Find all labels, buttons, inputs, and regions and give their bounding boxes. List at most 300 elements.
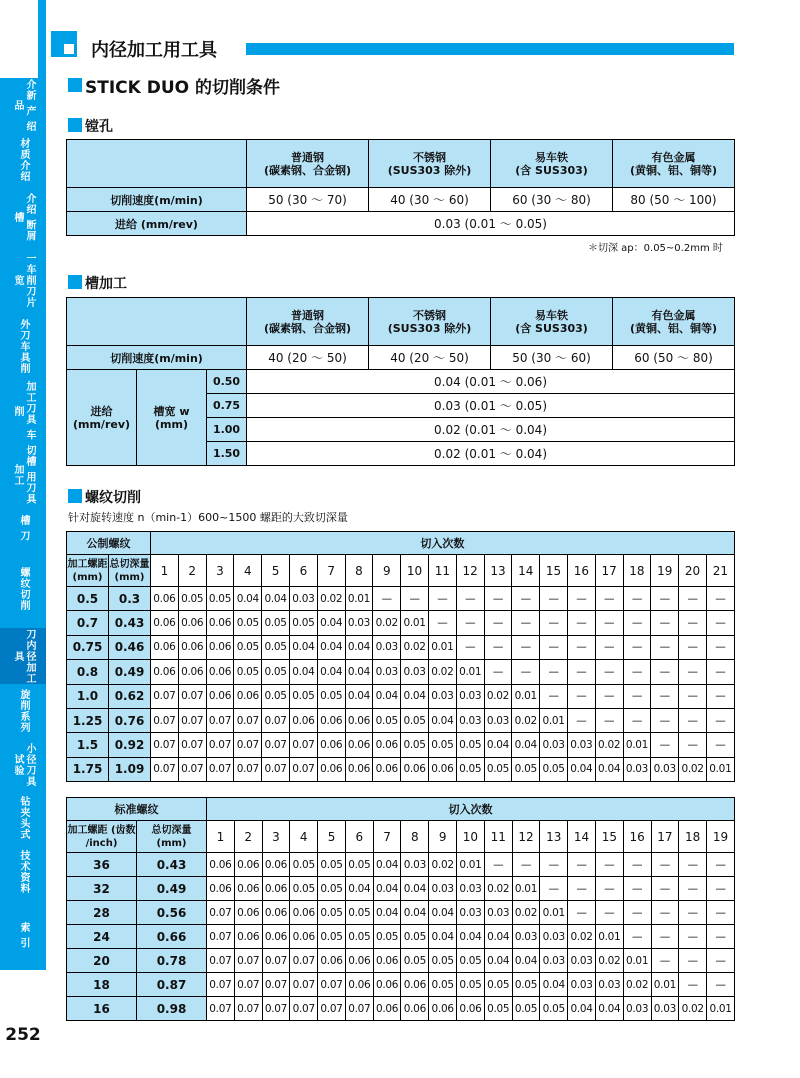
sidebar-tab[interactable] <box>0 314 46 379</box>
boring-section-title: 镗孔 <box>85 119 113 135</box>
pass-number: 16 <box>567 555 595 587</box>
speed-label: 切削速度(m/min) <box>67 346 247 370</box>
cut-depth-cell: 0.04 <box>289 635 317 659</box>
pass-number: 18 <box>623 555 651 587</box>
cut-depth-cell: 0.05 <box>429 949 457 973</box>
depth-value: 0.92 <box>109 733 151 757</box>
cut-depth-cell: 0.05 <box>540 997 568 1021</box>
sidebar-tab[interactable] <box>0 188 46 247</box>
cut-depth-cell: — <box>567 587 595 611</box>
cut-depth-cell: — <box>651 901 679 925</box>
title-square-inner <box>64 44 74 54</box>
cut-depth-cell: 0.05 <box>318 877 346 901</box>
cut-depth-cell: — <box>512 853 540 877</box>
cut-depth-cell: 0.02 <box>484 684 512 708</box>
cut-depth-cell: — <box>373 587 401 611</box>
cut-depth-cell: — <box>568 877 596 901</box>
cut-depth-cell: 0.01 <box>428 635 456 659</box>
cut-depth-cell: 0.05 <box>373 708 401 732</box>
cut-depth-cell: 0.06 <box>290 901 318 925</box>
cut-depth-cell: 0.07 <box>151 733 179 757</box>
cut-depth-cell: — <box>707 925 735 949</box>
pass-number: 9 <box>373 555 401 587</box>
cut-depth-cell: 0.03 <box>401 853 429 877</box>
sidebar-tab[interactable] <box>0 792 46 845</box>
sidebar-tab-label: 一车削刀片 览 <box>12 252 35 308</box>
pass-number: 17 <box>651 821 679 853</box>
cut-depth-cell: — <box>651 733 679 757</box>
cut-depth-cell: 0.01 <box>707 997 735 1021</box>
cut-depth-cell: 0.01 <box>623 949 651 973</box>
cut-depth-cell: — <box>651 660 679 684</box>
cut-depth-cell: 0.01 <box>456 660 484 684</box>
cut-depth-cell: 0.04 <box>429 901 457 925</box>
cut-depth-cell: 0.04 <box>234 587 262 611</box>
cut-depth-cell: 0.05 <box>512 973 540 997</box>
pass-number: 4 <box>234 555 262 587</box>
cut-depth-cell: 0.03 <box>428 684 456 708</box>
cut-depth-cell: 0.07 <box>262 708 290 732</box>
sidebar-top-strip <box>38 0 46 78</box>
cut-depth-cell: — <box>484 853 512 877</box>
cut-depth-cell: 0.06 <box>457 997 485 1021</box>
pass-number: 12 <box>456 555 484 587</box>
cut-depth-cell: 0.05 <box>484 997 512 1021</box>
material-header: 普通钢 (碳素钢、合金钢) <box>247 298 369 346</box>
cut-depth-cell: 0.05 <box>429 973 457 997</box>
thread-group-label: 标准螺纹 <box>67 798 207 821</box>
depth-value: 0.43 <box>137 853 207 877</box>
cut-depth-cell: — <box>679 587 707 611</box>
cut-depth-cell: 0.04 <box>317 660 345 684</box>
cut-depth-cell: — <box>540 660 568 684</box>
passes-header: 切入次数 <box>151 532 735 555</box>
cut-depth-cell: 0.07 <box>207 925 235 949</box>
cut-depth-cell: 0.04 <box>595 997 623 1021</box>
pitch-value: 1.0 <box>67 684 109 708</box>
sidebar-tab[interactable] <box>0 844 46 901</box>
cut-depth-cell: — <box>595 684 623 708</box>
cut-depth-cell: 0.02 <box>317 587 345 611</box>
sidebar-tab[interactable] <box>0 684 46 739</box>
cut-depth-cell: 0.05 <box>456 757 484 781</box>
cut-depth-cell: — <box>706 684 734 708</box>
cut-depth-cell: 0.06 <box>373 949 401 973</box>
cut-depth-cell: 0.06 <box>401 997 429 1021</box>
cut-depth-cell: — <box>595 660 623 684</box>
cut-depth-cell: — <box>567 611 595 635</box>
pass-number: 10 <box>401 555 429 587</box>
metric-thread-table <box>66 531 735 782</box>
cut-depth-cell: — <box>651 611 679 635</box>
pass-number: 4 <box>290 821 318 853</box>
cut-depth-cell: 0.05 <box>401 733 429 757</box>
cut-depth-cell: 0.03 <box>595 973 623 997</box>
pass-number: 8 <box>401 821 429 853</box>
cut-depth-cell: — <box>707 901 735 925</box>
pass-number: 11 <box>428 555 456 587</box>
sidebar-tab-label: 加工刀具 车削 <box>12 381 35 441</box>
threading-section-title: 螺纹切削 <box>85 490 141 506</box>
cut-depth-cell: 0.06 <box>234 925 262 949</box>
pitch-value: 20 <box>67 949 137 973</box>
cut-depth-cell: — <box>567 660 595 684</box>
cut-depth-cell: 0.04 <box>401 877 429 901</box>
material-header: 易车铁 (含 SUS303) <box>491 298 613 346</box>
table-row <box>67 925 735 949</box>
cut-depth-cell: 0.05 <box>540 757 568 781</box>
cut-depth-cell: 0.03 <box>484 901 512 925</box>
cut-depth-cell: — <box>568 901 596 925</box>
pass-number: 8 <box>345 555 373 587</box>
cut-depth-cell: 0.01 <box>706 757 734 781</box>
cut-depth-cell: 0.06 <box>262 901 290 925</box>
cut-depth-cell: 0.05 <box>401 708 429 732</box>
cut-depth-cell: 0.05 <box>262 684 290 708</box>
cut-depth-cell: — <box>623 901 651 925</box>
cut-depth-cell: — <box>707 949 735 973</box>
section-square-icon <box>68 489 82 503</box>
pass-number: 11 <box>484 821 512 853</box>
cut-depth-cell: 0.02 <box>512 708 540 732</box>
material-header: 不锈钢 (SUS303 除外) <box>369 140 491 188</box>
table-row <box>67 901 735 925</box>
table-row <box>67 949 735 973</box>
cut-depth-cell: 0.07 <box>290 949 318 973</box>
page-subtitle: STICK DUO 的切削条件 <box>85 78 281 98</box>
sidebar-tab[interactable] <box>0 900 46 971</box>
table-row <box>67 733 735 757</box>
sidebar-tab-label: 钻夹头式 <box>18 796 29 840</box>
cut-depth-cell: 0.06 <box>234 853 262 877</box>
subtitle-square-icon <box>68 78 82 92</box>
cut-depth-cell: — <box>595 635 623 659</box>
cut-depth-cell: — <box>512 611 540 635</box>
cut-depth-cell: 0.06 <box>178 611 206 635</box>
table-row <box>67 660 735 684</box>
cut-depth-cell: 0.03 <box>567 733 595 757</box>
cut-depth-cell: 0.06 <box>206 635 234 659</box>
pass-number: 19 <box>651 555 679 587</box>
cut-depth-cell: 0.01 <box>345 587 373 611</box>
cut-depth-cell: 0.07 <box>234 733 262 757</box>
cut-depth-cell: 0.02 <box>679 757 707 781</box>
cut-depth-cell: — <box>484 587 512 611</box>
cut-depth-cell: — <box>706 660 734 684</box>
pitch-value: 32 <box>67 877 137 901</box>
pass-number: 9 <box>429 821 457 853</box>
pitch-header: 加工螺距 (mm) <box>67 555 109 587</box>
sidebar-tab[interactable] <box>0 628 46 685</box>
pass-number: 7 <box>373 821 401 853</box>
pitch-value: 0.75 <box>67 635 109 659</box>
pass-number: 15 <box>540 555 568 587</box>
cut-depth-cell: 0.05 <box>178 587 206 611</box>
sidebar-tab[interactable] <box>0 132 46 189</box>
cut-depth-cell: — <box>679 949 707 973</box>
cut-depth-cell: 0.06 <box>401 973 429 997</box>
feed-value: 0.04 (0.01 ～ 0.06) <box>247 370 735 394</box>
depth-value: 0.49 <box>109 660 151 684</box>
depth-value: 0.98 <box>137 997 207 1021</box>
cut-depth-cell: — <box>512 660 540 684</box>
cut-depth-cell: 0.03 <box>623 757 651 781</box>
sidebar-tab[interactable] <box>0 444 46 507</box>
cut-depth-cell: 0.07 <box>289 733 317 757</box>
cut-depth-cell: 0.05 <box>345 901 373 925</box>
speed-value: 60 (50 ～ 80) <box>613 346 735 370</box>
depth-header: 总切深量 (mm) <box>109 555 151 587</box>
depth-value: 0.3 <box>109 587 151 611</box>
cut-depth-cell: 0.07 <box>289 757 317 781</box>
cut-depth-cell: 0.06 <box>262 925 290 949</box>
cut-depth-cell: 0.03 <box>540 949 568 973</box>
cut-depth-cell: — <box>540 611 568 635</box>
pass-number: 6 <box>345 821 373 853</box>
feed-value: 0.03 (0.01 ～ 0.05) <box>247 394 735 418</box>
cut-depth-cell: 0.07 <box>151 684 179 708</box>
cut-depth-cell: 0.07 <box>206 708 234 732</box>
cut-depth-cell: 0.04 <box>429 925 457 949</box>
cut-depth-cell: 0.07 <box>151 757 179 781</box>
sidebar-tab-label: 材质介绍 <box>18 138 29 182</box>
cut-depth-cell: 0.01 <box>401 611 429 635</box>
pass-number: 14 <box>568 821 596 853</box>
cut-depth-cell: 0.02 <box>512 901 540 925</box>
cut-depth-cell: 0.04 <box>317 611 345 635</box>
pass-number: 13 <box>484 555 512 587</box>
cut-depth-cell: — <box>512 635 540 659</box>
pass-number: 5 <box>318 821 346 853</box>
cut-depth-cell: 0.04 <box>289 660 317 684</box>
cut-depth-cell: 0.05 <box>457 973 485 997</box>
cut-depth-cell: — <box>706 708 734 732</box>
cut-depth-cell: 0.07 <box>234 757 262 781</box>
cut-depth-cell: 0.07 <box>234 997 262 1021</box>
cut-depth-cell: 0.05 <box>317 684 345 708</box>
speed-label: 切削速度(m/min) <box>67 188 247 212</box>
cut-depth-cell: 0.03 <box>373 660 401 684</box>
cut-depth-cell: 0.04 <box>568 997 596 1021</box>
thread-group-label: 公制螺纹 <box>67 532 151 555</box>
cut-depth-cell: 0.05 <box>318 853 346 877</box>
cut-depth-cell: 0.03 <box>484 708 512 732</box>
boring-table <box>66 139 735 236</box>
cut-depth-cell: — <box>456 587 484 611</box>
pitch-value: 0.7 <box>67 611 109 635</box>
cut-depth-cell: 0.07 <box>262 733 290 757</box>
cut-depth-cell: 0.03 <box>289 587 317 611</box>
sidebar <box>0 78 46 1078</box>
cut-depth-cell: — <box>651 853 679 877</box>
cut-depth-cell: 0.06 <box>178 635 206 659</box>
cut-depth-cell: 0.07 <box>207 973 235 997</box>
cut-depth-cell: — <box>484 611 512 635</box>
cut-depth-cell: 0.06 <box>345 757 373 781</box>
cut-depth-cell: 0.01 <box>623 733 651 757</box>
cut-depth-cell: — <box>706 733 734 757</box>
cut-depth-cell: 0.04 <box>373 901 401 925</box>
table-row <box>67 611 735 635</box>
cut-depth-cell: 0.05 <box>262 660 290 684</box>
material-header: 易车铁 (含 SUS303) <box>491 140 613 188</box>
cut-depth-cell: 0.05 <box>456 733 484 757</box>
cut-depth-cell: 0.06 <box>318 949 346 973</box>
cut-depth-cell: 0.05 <box>289 684 317 708</box>
cut-depth-cell: 0.04 <box>345 660 373 684</box>
material-header: 有色金属 (黄铜、铝、铜等) <box>613 140 735 188</box>
cut-depth-cell: 0.05 <box>401 949 429 973</box>
cut-depth-cell: — <box>679 611 707 635</box>
cut-depth-cell: 0.07 <box>262 949 290 973</box>
passes-header: 切入次数 <box>207 798 735 821</box>
cut-depth-cell: — <box>623 708 651 732</box>
grooving-table <box>66 297 735 466</box>
cut-depth-cell: — <box>567 708 595 732</box>
cut-depth-cell: — <box>651 877 679 901</box>
sidebar-tab[interactable] <box>0 738 46 793</box>
table-row <box>67 853 735 877</box>
cut-depth-cell: 0.07 <box>207 901 235 925</box>
sidebar-tab[interactable] <box>0 78 46 133</box>
cut-depth-cell: — <box>679 877 707 901</box>
cut-depth-cell: 0.07 <box>234 973 262 997</box>
cut-depth-cell: 0.06 <box>345 949 373 973</box>
cut-depth-cell: 0.07 <box>234 708 262 732</box>
sidebar-tab[interactable] <box>0 378 46 445</box>
cut-depth-cell: 0.06 <box>234 877 262 901</box>
cut-depth-cell: — <box>651 684 679 708</box>
sidebar-tab-label: 索 引 <box>18 921 29 949</box>
cut-depth-cell: 0.02 <box>429 853 457 877</box>
cut-depth-cell: 0.03 <box>429 877 457 901</box>
cut-depth-cell: 0.05 <box>234 611 262 635</box>
cut-depth-cell: 0.04 <box>345 877 373 901</box>
cut-depth-cell: 0.07 <box>151 708 179 732</box>
depth-value: 0.46 <box>109 635 151 659</box>
pass-number: 16 <box>623 821 651 853</box>
speed-value: 40 (20 ～ 50) <box>247 346 369 370</box>
cut-depth-cell: — <box>540 877 568 901</box>
feed-label: 进给 (mm/rev) <box>67 370 137 466</box>
sidebar-tab[interactable] <box>0 246 46 315</box>
cut-depth-cell: 0.06 <box>373 733 401 757</box>
cut-depth-cell: 0.04 <box>540 973 568 997</box>
cut-depth-cell: 0.04 <box>595 757 623 781</box>
cut-depth-cell: 0.06 <box>178 660 206 684</box>
cut-depth-cell: 0.06 <box>373 757 401 781</box>
cut-depth-cell: 0.01 <box>651 973 679 997</box>
pass-number: 7 <box>317 555 345 587</box>
cut-depth-cell: — <box>595 877 623 901</box>
cut-depth-cell: 0.07 <box>178 757 206 781</box>
cut-depth-cell: 0.04 <box>262 587 290 611</box>
cut-depth-cell: 0.06 <box>151 587 179 611</box>
cut-depth-cell: 0.04 <box>401 684 429 708</box>
cut-depth-cell: 0.07 <box>262 997 290 1021</box>
sidebar-tab-label: 切槽 用刀具 加工 <box>12 445 35 505</box>
cut-depth-cell: 0.03 <box>568 973 596 997</box>
pass-number: 13 <box>540 821 568 853</box>
table-row <box>67 973 735 997</box>
pass-number: 3 <box>262 821 290 853</box>
cut-depth-cell: 0.06 <box>317 733 345 757</box>
cut-depth-cell: 0.02 <box>484 877 512 901</box>
cut-depth-cell: 0.02 <box>623 973 651 997</box>
sidebar-tab-label: 介绍 断屑槽 <box>12 192 35 242</box>
cut-depth-cell: 0.01 <box>512 877 540 901</box>
cut-depth-cell: — <box>651 925 679 949</box>
cut-depth-cell: — <box>568 853 596 877</box>
cut-depth-cell: — <box>456 635 484 659</box>
depth-value: 0.43 <box>109 611 151 635</box>
cut-depth-cell: 0.05 <box>484 757 512 781</box>
cut-depth-cell: — <box>623 587 651 611</box>
pass-number: 17 <box>595 555 623 587</box>
cut-depth-cell: 0.06 <box>151 635 179 659</box>
table-row <box>67 684 735 708</box>
pass-number: 3 <box>206 555 234 587</box>
sidebar-tab[interactable] <box>0 550 46 629</box>
cut-depth-cell: 0.01 <box>595 925 623 949</box>
cut-depth-cell: 0.01 <box>540 708 568 732</box>
cut-depth-cell: 0.05 <box>234 660 262 684</box>
cut-depth-cell: 0.07 <box>290 973 318 997</box>
cut-depth-cell: — <box>428 611 456 635</box>
cut-depth-cell: — <box>706 587 734 611</box>
threading-note: 针对旋转速度 n（min-1）600~1500 螺距的大致切深量 <box>68 511 348 524</box>
cut-depth-cell: — <box>595 611 623 635</box>
cut-depth-cell: — <box>623 660 651 684</box>
cut-depth-cell: 0.04 <box>428 708 456 732</box>
cut-depth-cell: 0.05 <box>262 611 290 635</box>
cut-depth-cell: 0.06 <box>207 853 235 877</box>
cut-depth-cell: 0.03 <box>512 925 540 949</box>
cut-depth-cell: 0.04 <box>484 925 512 949</box>
cut-depth-cell: 0.02 <box>568 925 596 949</box>
cut-depth-cell: — <box>707 973 735 997</box>
cut-depth-cell: — <box>707 853 735 877</box>
cut-depth-cell: 0.05 <box>234 635 262 659</box>
cut-depth-cell: 0.04 <box>373 684 401 708</box>
cut-depth-cell: 0.06 <box>373 997 401 1021</box>
boring-note: ＊切深 ap：0.05~0.2mm 时 <box>588 243 723 254</box>
cut-depth-cell: 0.06 <box>151 611 179 635</box>
cut-depth-cell: — <box>540 587 568 611</box>
cut-depth-cell: 0.06 <box>373 973 401 997</box>
cut-depth-cell: — <box>679 733 707 757</box>
depth-value: 0.56 <box>137 901 207 925</box>
cut-depth-cell: 0.02 <box>401 635 429 659</box>
cut-depth-cell: 0.03 <box>651 757 679 781</box>
cut-depth-cell: 0.03 <box>540 733 568 757</box>
sidebar-tab-label: 旋削系列 <box>18 689 29 733</box>
pass-number: 1 <box>207 821 235 853</box>
depth-value: 0.49 <box>137 877 207 901</box>
cut-depth-cell: 0.05 <box>428 733 456 757</box>
sidebar-tab[interactable] <box>0 506 46 551</box>
cut-depth-cell: 0.06 <box>428 757 456 781</box>
cut-depth-cell: 0.05 <box>290 853 318 877</box>
cut-depth-cell: 0.06 <box>206 660 234 684</box>
cut-depth-cell: 0.02 <box>428 660 456 684</box>
cut-depth-cell: 0.04 <box>317 635 345 659</box>
pitch-value: 16 <box>67 997 137 1021</box>
title-bar <box>246 43 734 55</box>
pitch-value: 36 <box>67 853 137 877</box>
cut-depth-cell: — <box>623 925 651 949</box>
cut-depth-cell: — <box>401 587 429 611</box>
